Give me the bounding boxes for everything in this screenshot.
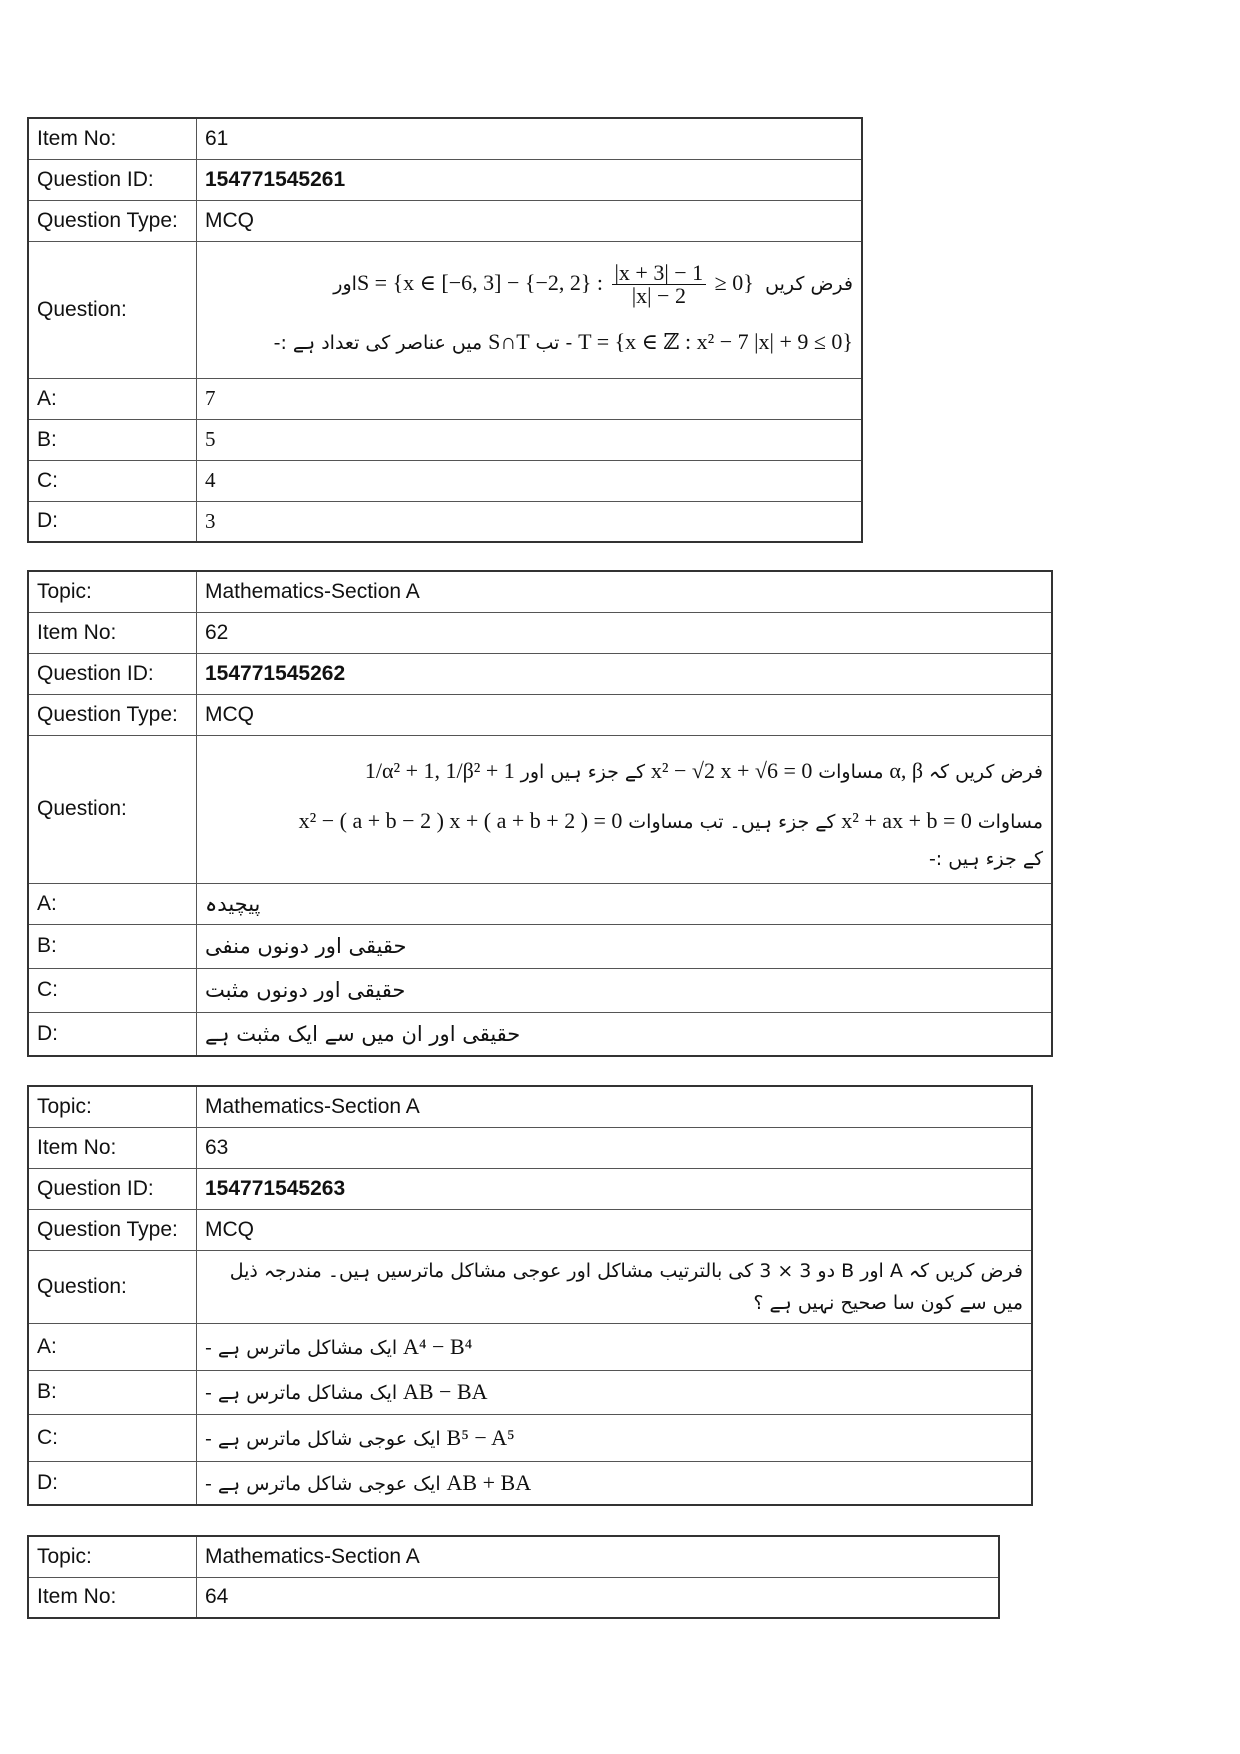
math-expression: AB − BA <box>402 1379 488 1404</box>
option-text: ایک مشاکل ماترس ہے - <box>205 1336 398 1359</box>
question-type-value: MCQ <box>197 200 863 241</box>
option-c-value <box>197 1414 1033 1461</box>
question-61-table <box>27 117 863 543</box>
option-a-value: پیچیدہ <box>197 883 1053 924</box>
question-type-value: MCQ <box>197 1209 1033 1250</box>
option-b-value <box>197 1370 1033 1414</box>
question-62-table <box>27 570 1053 1057</box>
question-text: مساوات <box>977 811 1043 833</box>
condition: ≥ 0} <box>714 269 754 295</box>
question-label: Question: <box>28 1250 197 1323</box>
question-text: فرض کریں <box>765 272 853 295</box>
option-d-label: D: <box>28 1461 197 1505</box>
math-expression: x² − ( a + b − 2 ) x + ( a + b + 2 ) = 0 <box>298 808 623 833</box>
set-s: S = {x ∈ [−6, 3] − {−2, 2} : <box>356 269 604 295</box>
option-text: ایک عوجی شاکل ماترس ہے - <box>205 1472 441 1495</box>
option-c-value: حقیقی اور دونوں مثبت <box>197 968 1053 1012</box>
item-no-value: 63 <box>197 1127 1033 1168</box>
question-text: کے جزء ہیں۔ تب مساوات <box>628 811 836 833</box>
topic-value: Mathematics-Section A <box>197 571 1053 612</box>
question-type-value: MCQ <box>197 694 1053 735</box>
option-a-value <box>197 1323 1033 1370</box>
question-id-label: Question ID: <box>28 653 197 694</box>
question-body <box>197 1250 1033 1323</box>
item-no-label: Item No: <box>28 118 197 159</box>
topic-value: Mathematics-Section A <box>197 1086 1033 1127</box>
question-id-value: 154771545261 <box>197 159 863 200</box>
math-expression <box>356 259 759 308</box>
option-c-label: C: <box>28 968 197 1012</box>
item-no-label: Item No: <box>28 612 197 653</box>
question-id-value: 154771545263 <box>197 1168 1033 1209</box>
option-b-label: B: <box>28 924 197 968</box>
option-a-label: A: <box>28 883 197 924</box>
item-no-value: 64 <box>197 1577 1000 1618</box>
option-b-value: 5 <box>197 419 863 460</box>
question-id-label: Question ID: <box>28 1168 197 1209</box>
numerator: |x + 3| − 1 <box>612 262 707 285</box>
option-c-label: C: <box>28 1414 197 1461</box>
option-d-value: 3 <box>197 501 863 542</box>
question-text: - تب <box>535 331 573 354</box>
option-a-label: A: <box>28 378 197 419</box>
math-expression: x² − √2 x + √6 = 0 <box>650 758 813 783</box>
option-text: ایک عوجی شاکل ماترس ہے - <box>205 1427 441 1450</box>
question-text: فرض کریں کہ <box>928 761 1043 783</box>
option-c-value: 4 <box>197 460 863 501</box>
option-a-value: 7 <box>197 378 863 419</box>
question-body <box>197 241 863 378</box>
fraction <box>612 259 707 308</box>
question-text: کے جزء ہیں اور <box>520 761 646 783</box>
math-expression: B⁵ − A⁵ <box>446 1424 515 1450</box>
topic-value: Mathematics-Section A <box>197 1536 1000 1577</box>
topic-label: Topic: <box>28 1536 197 1577</box>
math-expression: A⁴ − B⁴ <box>402 1333 473 1359</box>
item-no-label: Item No: <box>28 1127 197 1168</box>
option-a-label: A: <box>28 1323 197 1370</box>
question-text: کے جزء ہیں :- <box>928 848 1043 870</box>
math-expression: α, β <box>889 758 924 783</box>
question-type-label: Question Type: <box>28 694 197 735</box>
question-label: Question: <box>28 735 197 883</box>
option-b-label: B: <box>28 1370 197 1414</box>
question-text: مساوات <box>818 761 884 783</box>
intersection: S∩T <box>488 328 530 354</box>
option-d-value <box>197 1461 1033 1505</box>
question-type-label: Question Type: <box>28 200 197 241</box>
question-id-label: Question ID: <box>28 159 197 200</box>
question-text: اور <box>333 272 357 295</box>
math-expression: x² + ax + b = 0 <box>841 808 972 833</box>
question-64-table <box>27 1535 1000 1619</box>
question-type-label: Question Type: <box>28 1209 197 1250</box>
math-expression: 1/α² + 1, 1/β² + 1 <box>364 758 515 783</box>
question-label: Question: <box>28 241 197 378</box>
option-d-label: D: <box>28 1012 197 1056</box>
option-d-value: حقیقی اور ان میں سے ایک مثبت ہے <box>197 1012 1053 1056</box>
question-text: میں عناصر کی تعداد ہے :- <box>273 331 483 354</box>
set-t: T = {x ∈ ℤ : x² − 7 |x| + 9 ≤ 0} <box>578 328 853 354</box>
question-body <box>197 735 1053 883</box>
math-expression: AB + BA <box>446 1469 532 1495</box>
question-text: فرض کریں کہ A اور B دو 3 × 3 کی بالترتیب مشاکل اور عوجی مشاکل ماترسیں ہیں۔ مندرجہ ذیل <box>229 1259 1023 1282</box>
topic-label: Topic: <box>28 1086 197 1127</box>
item-no-value: 61 <box>197 118 863 159</box>
option-b-value: حقیقی اور دونوں منفی <box>197 924 1053 968</box>
option-b-label: B: <box>28 419 197 460</box>
option-d-label: D: <box>28 501 197 542</box>
question-text: میں سے کون سا صحیح نہیں ہے ؟ <box>753 1291 1023 1314</box>
option-text: ایک مشاکل ماترس ہے - <box>205 1382 398 1404</box>
topic-label: Topic: <box>28 571 197 612</box>
denominator: |x| − 2 <box>631 282 686 308</box>
item-no-label: Item No: <box>28 1577 197 1618</box>
option-c-label: C: <box>28 460 197 501</box>
question-id-value: 154771545262 <box>197 653 1053 694</box>
item-no-value: 62 <box>197 612 1053 653</box>
question-63-table <box>27 1085 1033 1506</box>
